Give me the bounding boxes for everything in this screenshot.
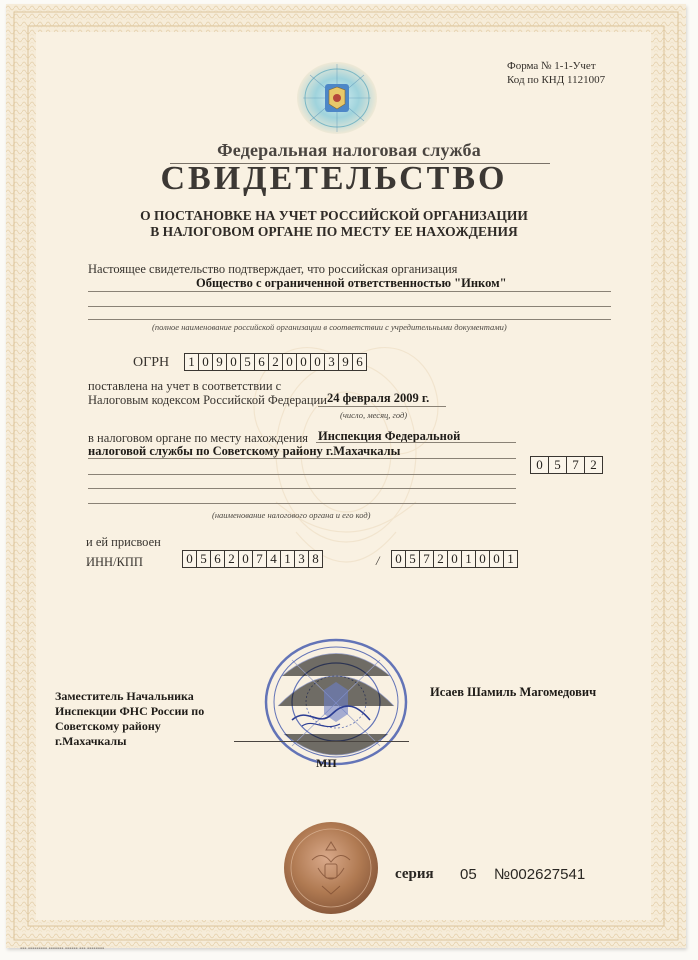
authority-line-4 — [88, 488, 516, 489]
tax-authority-name-line-2: налоговой службы по Советскому району г.Махачкалы — [88, 444, 401, 458]
authority-line-1 — [316, 442, 516, 443]
inn-kpp-separator: / — [376, 554, 380, 568]
signatory-position — [55, 689, 204, 749]
series-label: серия — [395, 866, 434, 882]
ogrn-digit: 2 — [268, 353, 283, 371]
org-line-2 — [88, 306, 611, 307]
certificate-number: №002627541 — [494, 866, 586, 883]
ogrn-digit: 9 — [338, 353, 353, 371]
ogrn-digit: 3 — [324, 353, 339, 371]
inn-digit: 4 — [266, 550, 281, 568]
kpp-cells — [391, 550, 517, 568]
signatory-name: Исаев Шамиль Магомедович — [430, 685, 597, 699]
mp-label: МП — [316, 756, 337, 770]
kpp-digit: 2 — [433, 550, 448, 568]
organization-intro: Настоящее свидетельство подтверждает, что российская организация — [88, 262, 458, 276]
registration-date: 24 февраля 2009 г. — [327, 391, 430, 405]
inn-digit: 0 — [182, 550, 197, 568]
tax-authority-code-digit: 2 — [584, 456, 603, 474]
ogrn-digit: 6 — [254, 353, 269, 371]
signatory-position-line-2: Инспекции ФНС России по — [55, 704, 205, 718]
document-subtitle — [0, 208, 668, 240]
tax-authority-name-line-1: Инспекция Федеральной — [318, 429, 461, 443]
ogrn-digit: 0 — [296, 353, 311, 371]
signatory-position-line-4: г.Махачкалы — [55, 734, 127, 748]
date-underline — [318, 406, 446, 407]
kpp-digit: 0 — [447, 550, 462, 568]
inn-kpp-label: ИНН/КПП — [86, 555, 143, 569]
subtitle-line-1: О ПОСТАНОВКЕ НА УЧЕТ РОССИЙСКОЙ ОРГАНИЗАЦИИ — [140, 208, 528, 223]
authority-line-3 — [88, 474, 516, 475]
copper-seal — [282, 820, 380, 921]
registration-line-2: Налоговым кодексом Российской Федерации — [88, 393, 327, 407]
authority-line-2 — [88, 458, 516, 459]
kpp-digit: 1 — [461, 550, 476, 568]
ogrn-digit: 0 — [310, 353, 325, 371]
series-value: 05 — [460, 866, 477, 883]
subtitle-line-2: В НАЛОГОВОМ ОРГАНЕ ПО МЕСТУ ЕЕ НАХОЖДЕНИЯ — [150, 224, 518, 239]
tax-authority-code-digit: 7 — [566, 456, 585, 474]
ogrn-digit: 5 — [240, 353, 255, 371]
kpp-digit: 0 — [475, 550, 490, 568]
ogrn-digit: 6 — [352, 353, 367, 371]
org-line-1 — [88, 291, 611, 292]
kpp-digit: 0 — [391, 550, 406, 568]
ogrn-digit: 9 — [212, 353, 227, 371]
tax-authority-intro: в налоговом органе по месту нахождения — [88, 431, 309, 445]
official-stamp — [262, 636, 410, 773]
inn-digit: 1 — [280, 550, 295, 568]
ogrn-digit: 0 — [198, 353, 213, 371]
authority-line-5 — [88, 503, 516, 504]
agency-name: Федеральная налоговая служба — [217, 140, 481, 160]
assignment-label: и ей присвоен — [86, 535, 161, 549]
hologram-emblem — [296, 60, 378, 141]
org-line-3 — [88, 319, 611, 320]
kpp-digit: 0 — [489, 550, 504, 568]
form-number-block — [507, 59, 605, 87]
kpp-digit: 5 — [405, 550, 420, 568]
kpp-digit: 7 — [419, 550, 434, 568]
tax-authority-code-cells — [530, 456, 602, 474]
ogrn-digit: 0 — [226, 353, 241, 371]
inn-digit: 2 — [224, 550, 239, 568]
ogrn-digit: 1 — [184, 353, 199, 371]
printer-imprint: ▪▪▪ ▪▪▪▪▪▪▪▪▪ ▪▪▪▪▪▪▪ ▪▪▪▪▪▪ ▪▪▪ ▪▪▪▪▪▪▪▪ — [20, 946, 105, 952]
inn-cells — [182, 550, 322, 568]
inn-digit: 8 — [308, 550, 323, 568]
organization-name-hint: (полное наименование российской организации в соответствии с учредительными документами) — [152, 322, 507, 332]
ogrn-digit: 0 — [282, 353, 297, 371]
tax-authority-hint: (наименование налогового органа и его код) — [212, 510, 371, 520]
signature-line — [234, 741, 409, 742]
inn-digit: 6 — [210, 550, 225, 568]
tax-authority-code-digit: 0 — [530, 456, 549, 474]
organization-name: Общество с ограниченной ответственностью "Инком" — [196, 276, 507, 290]
tax-authority-code-digit: 5 — [548, 456, 567, 474]
signatory-position-line-1: Заместитель Начальника — [55, 689, 194, 703]
ogrn-label: ОГРН — [133, 355, 170, 370]
form-number: Форма № 1-1-Учет — [507, 60, 596, 72]
knd-code: Код по КНД 1121007 — [507, 74, 606, 86]
inn-digit: 0 — [238, 550, 253, 568]
signatory-position-line-3: Советскому району — [55, 719, 161, 733]
kpp-digit: 1 — [503, 550, 518, 568]
registration-line-1: поставлена на учет в соответствии с — [88, 379, 282, 393]
ogrn-cells — [184, 353, 366, 371]
inn-digit: 7 — [252, 550, 267, 568]
registration-date-hint: (число, месяц, год) — [340, 410, 408, 420]
document-title: СВИДЕТЕЛЬСТВО — [160, 160, 508, 197]
inn-digit: 3 — [294, 550, 309, 568]
inn-digit: 5 — [196, 550, 211, 568]
